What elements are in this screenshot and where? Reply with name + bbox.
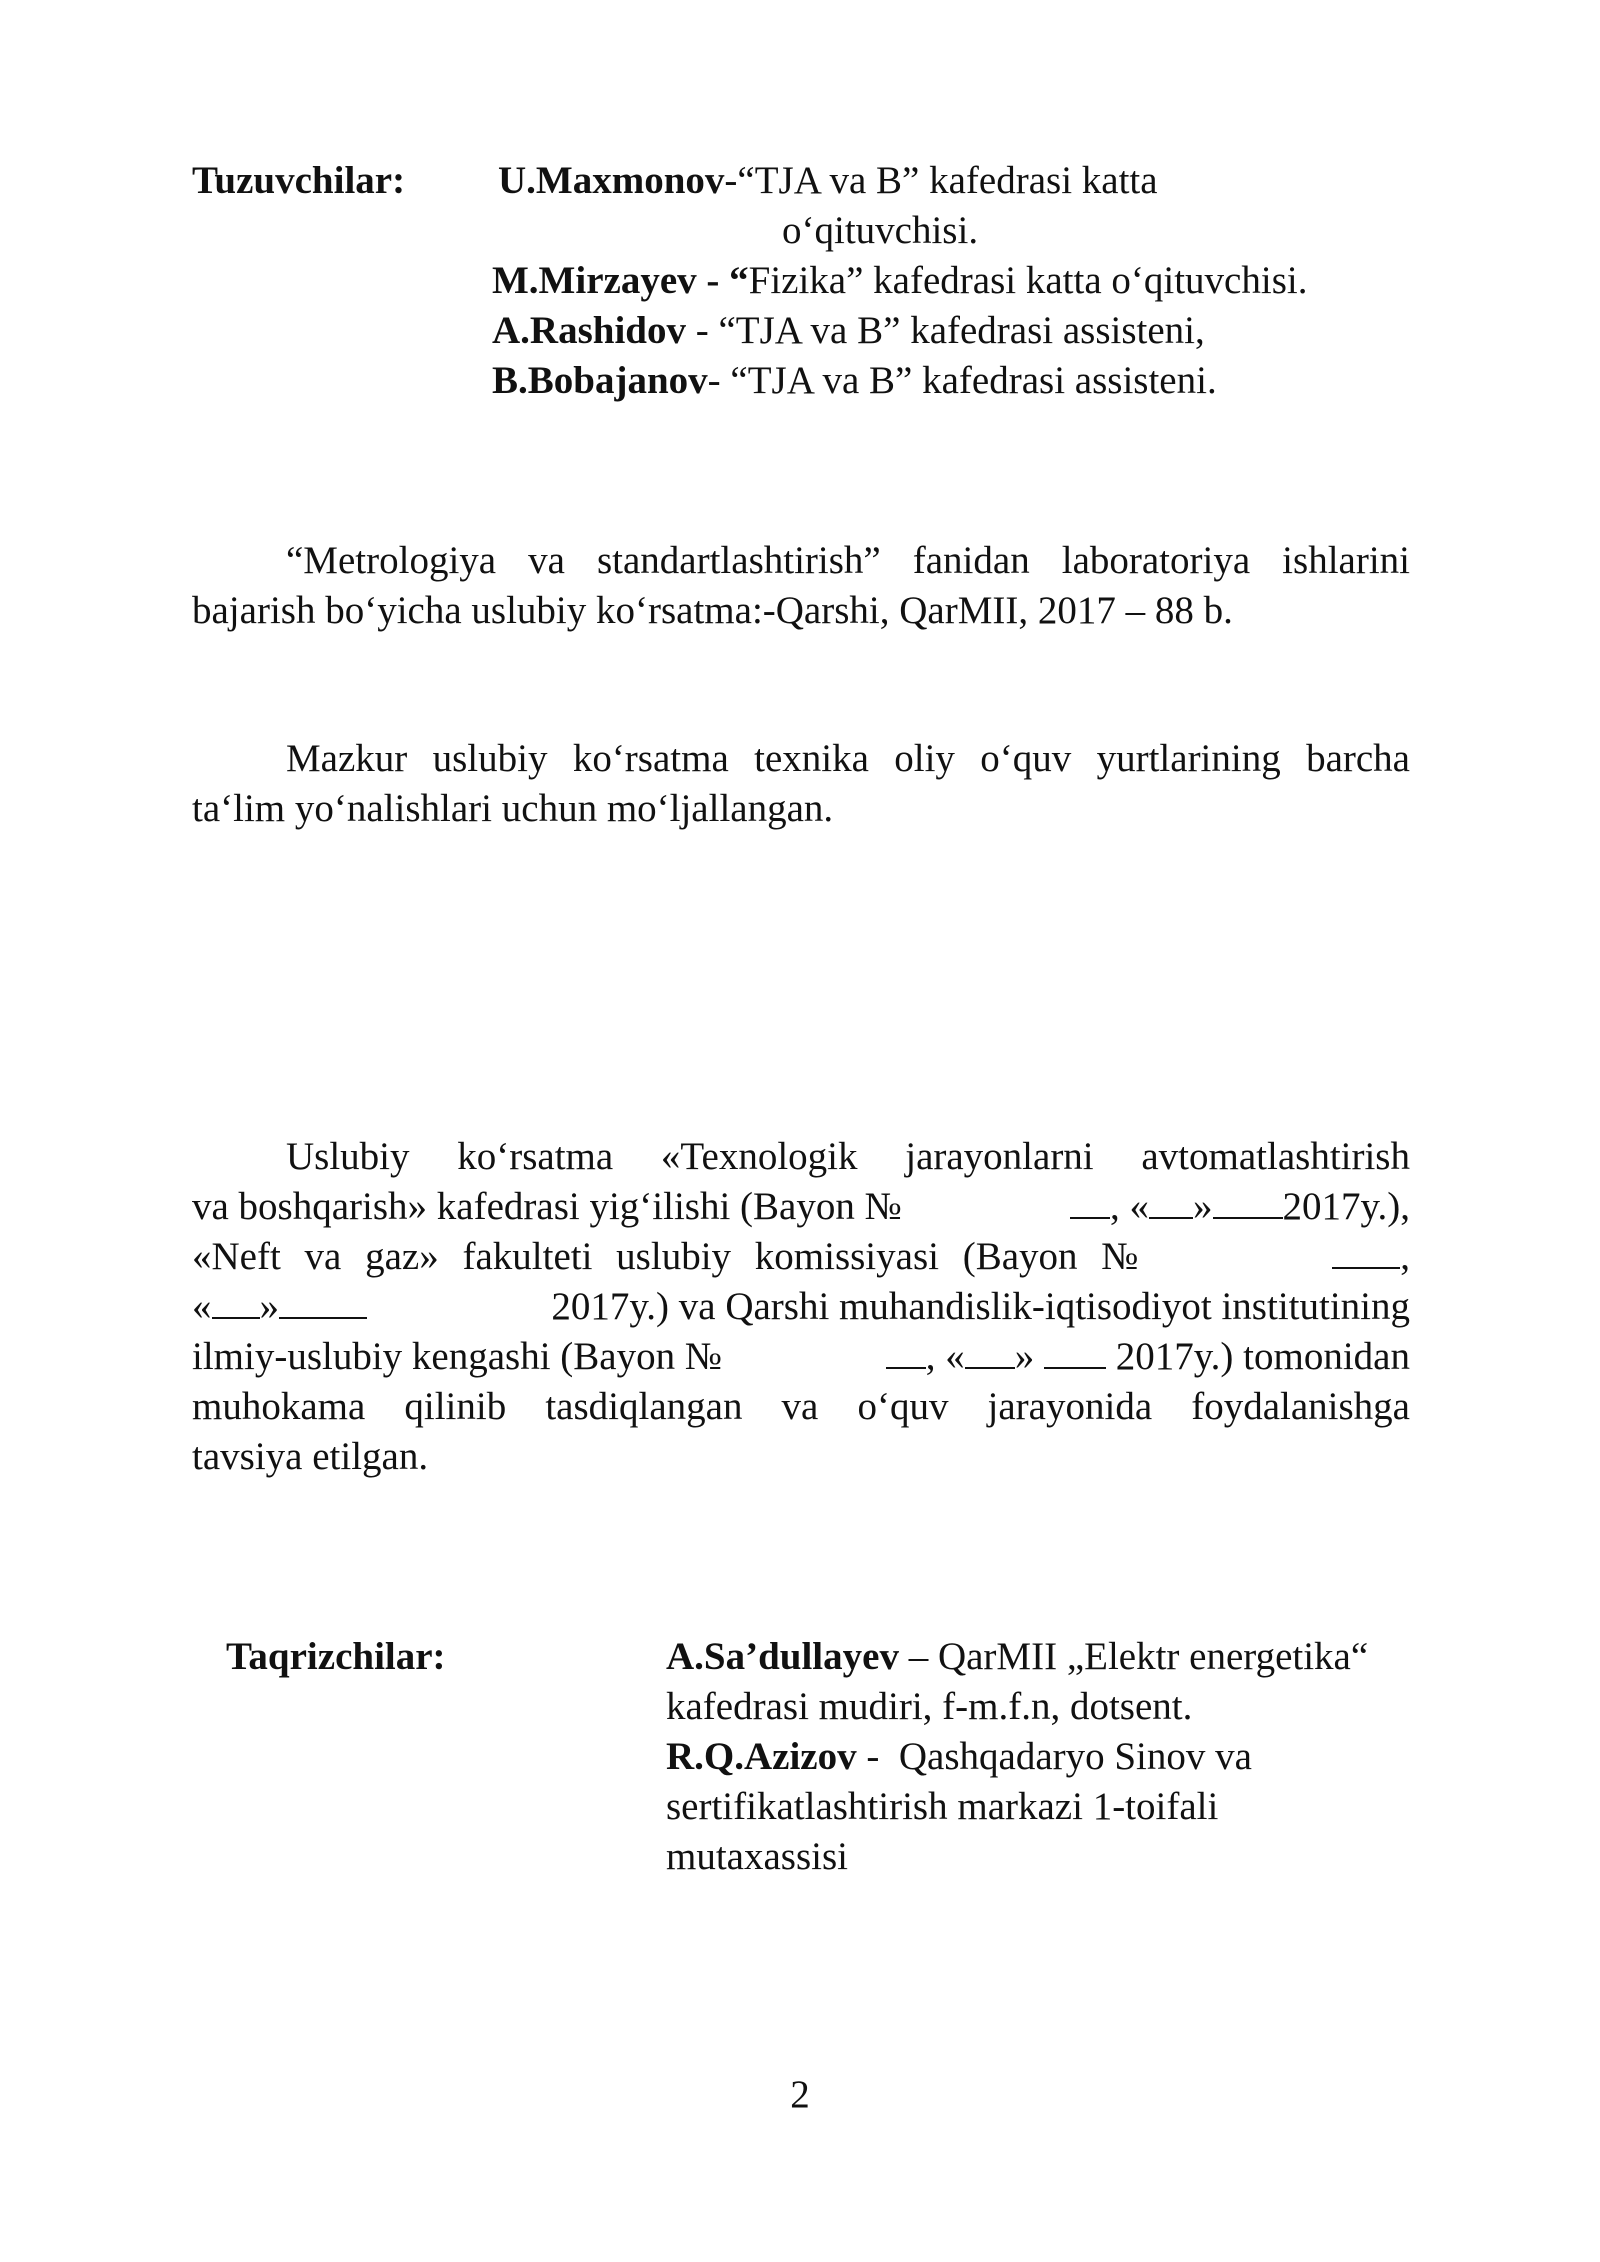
blank-field — [279, 1283, 367, 1319]
blank-field — [1044, 1333, 1106, 1369]
author-role-continued: o‘qituvchisi. — [782, 209, 979, 252]
reviewer-name: A.Sa’dullayev — [666, 1635, 899, 1678]
purpose-line-2: ta‘lim yo‘nalishlari uchun mo‘ljallangan. — [192, 787, 834, 830]
author-role: “TJA va B” kafedrasi assisteni, — [718, 309, 1205, 352]
author-entry: A.Rashidov - “TJA va B” kafedrasi assisteni, — [492, 309, 1205, 352]
blank-field — [212, 1283, 260, 1319]
page-number: 2 — [790, 2073, 810, 2116]
authors-label: Tuzuvchilar: — [192, 159, 406, 202]
author-name: M.Mirzayev — [492, 259, 697, 302]
reviewer-entry: A.Sa’dullayev – QarMII „Elektr energetika“ — [666, 1635, 1369, 1678]
citation-line-2: bajarish bo‘yicha uslubiy ko‘rsatma:-Qarshi, QarMII, 2017 – 88 b. — [192, 589, 1233, 632]
author-name: B.Bobajanov — [492, 359, 708, 402]
reviewer-role-continued: sertifikatlashtirish markazi 1-toifali — [666, 1785, 1219, 1828]
citation-line-1: “Metrologiya va standartlashtirish” fanidan laboratoriya ishlarini — [286, 539, 1410, 582]
blank-field — [1149, 1183, 1193, 1219]
approval-line-3: «Neft va gaz» fakulteti uslubiy komissiyasi (Bayon № , — [192, 1235, 1410, 1278]
blank-field — [1070, 1183, 1110, 1219]
approval-line-4: « » 2017y.) va Qarshi muhandislik-iqtisodiyot institutining — [192, 1285, 1410, 1328]
author-entry: U.Maxmonov-“TJA va B” kafedrasi katta — [498, 159, 1158, 202]
approval-line-5: ilmiy-uslubiy kengashi (Bayon № , « » 2017y.) tomonidan — [192, 1335, 1410, 1378]
author-role: “TJA va B” kafedrasi katta — [737, 159, 1158, 202]
approval-line-1: Uslubiy ko‘rsatma «Texnologik jarayonlarni avtomatlashtirish — [286, 1135, 1410, 1178]
approval-line-6: muhokama qilinib tasdiqlangan va o‘quv jarayonida foydalanishga — [192, 1385, 1410, 1428]
approval-line-2: va boshqarish» kafedrasi yig‘ilishi (Bayon № , « » 2017y.), — [192, 1185, 1410, 1228]
approval-line-7: tavsiya etilgan. — [192, 1435, 429, 1478]
blank-field — [965, 1333, 1015, 1369]
author-role: Fizika” kafedrasi katta o‘qituvchisi. — [748, 259, 1308, 302]
reviewer-role-continued: mutaxassisi — [666, 1835, 848, 1878]
author-role: “TJA va B” kafedrasi assisteni. — [730, 359, 1217, 402]
purpose-line-1: Mazkur uslubiy ko‘rsatma texnika oliy o‘quv yurtlarining barcha — [286, 737, 1410, 780]
author-entry: M.Mirzayev - “Fizika” kafedrasi katta o‘qituvchisi. — [492, 259, 1308, 302]
reviewer-entry: R.Q.Azizov - Qashqadaryo Sinov va — [666, 1735, 1252, 1778]
blank-field — [1332, 1233, 1400, 1269]
author-name: U.Maxmonov — [498, 159, 725, 202]
reviewer-role-continued: kafedrasi mudiri, f-m.f.n, dotsent. — [666, 1685, 1193, 1728]
reviewer-name: R.Q.Azizov — [666, 1735, 857, 1778]
author-name: A.Rashidov — [492, 309, 686, 352]
blank-field — [1213, 1183, 1283, 1219]
blank-field — [886, 1333, 926, 1369]
author-entry: B.Bobajanov- “TJA va B” kafedrasi assisteni. — [492, 359, 1217, 402]
reviewers-label: Taqrizchilar: — [226, 1635, 446, 1678]
